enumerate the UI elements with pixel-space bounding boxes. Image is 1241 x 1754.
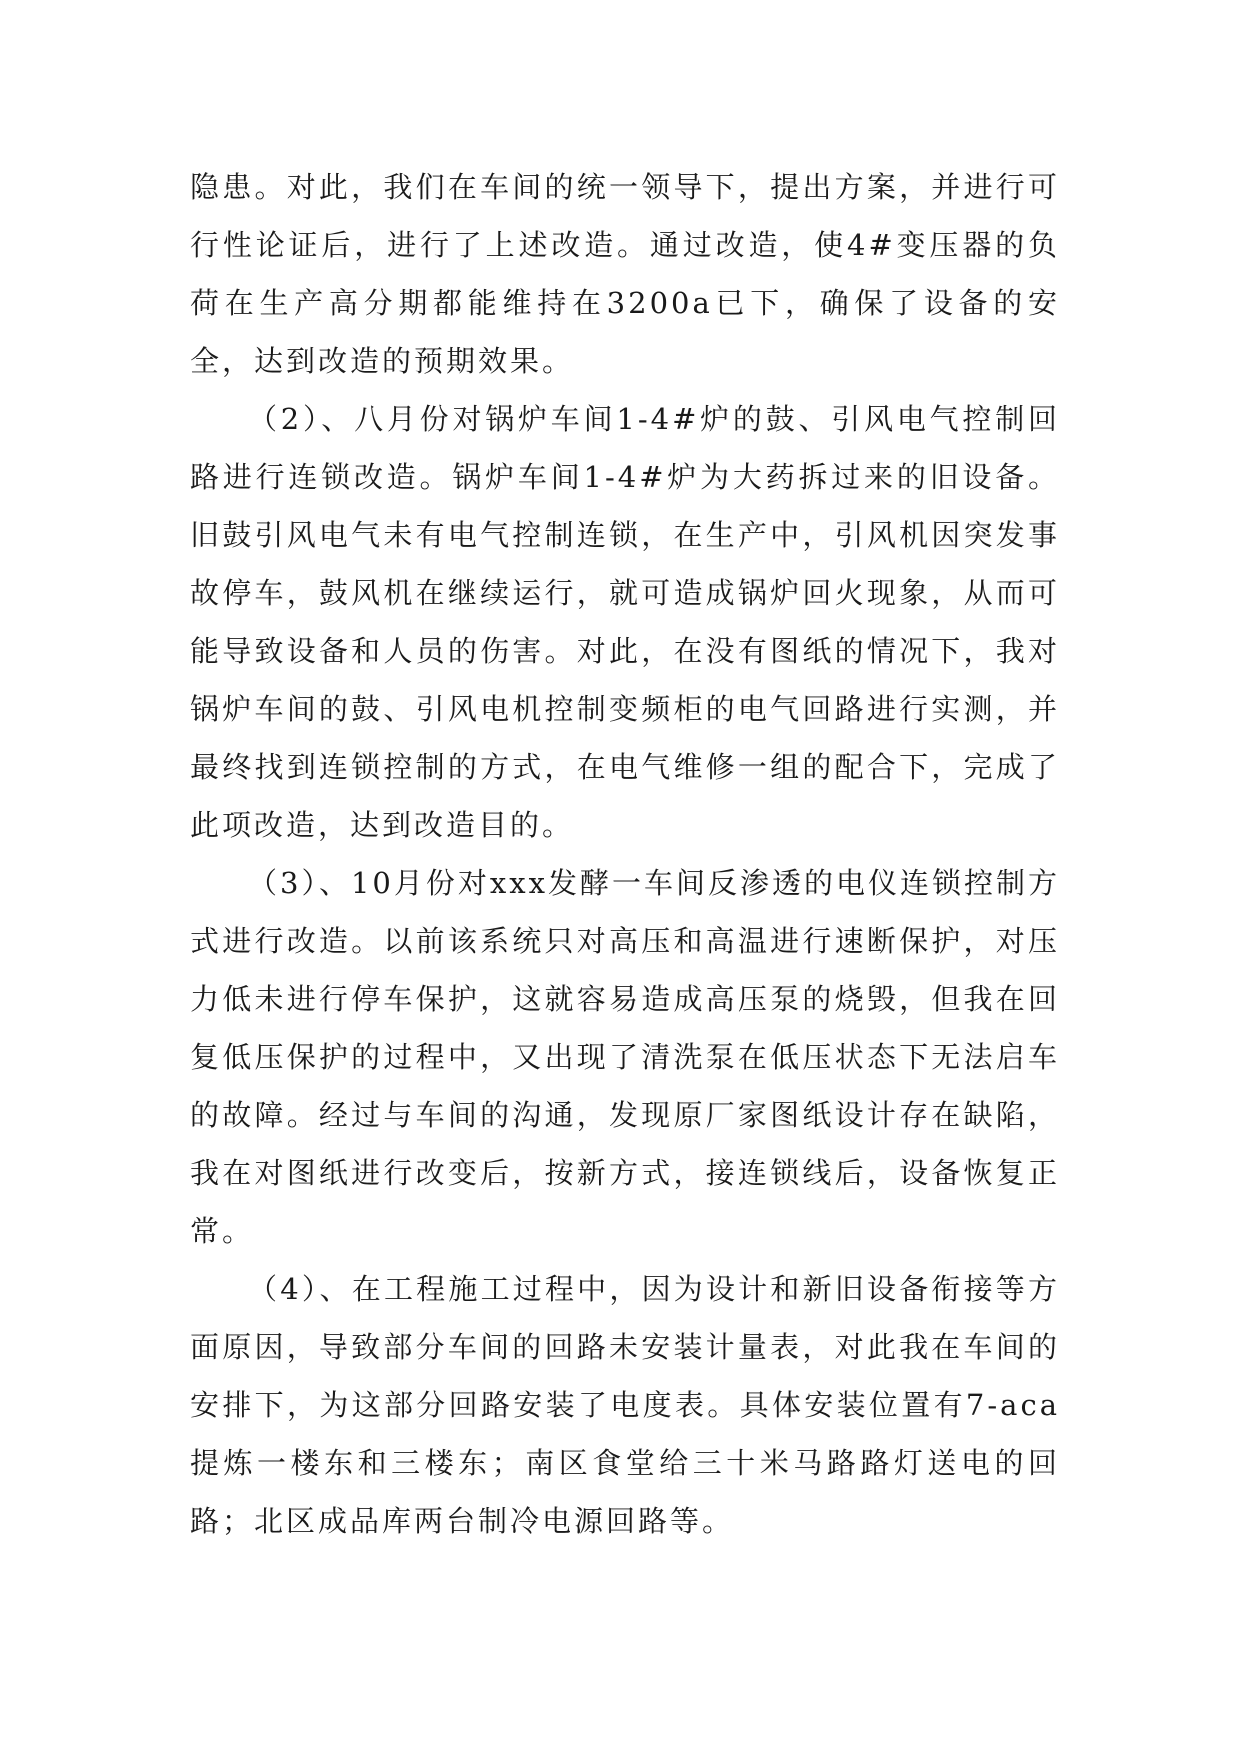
paragraph-3: （3）、10月份对xxx发酵一车间反渗透的电仪连锁控制方式进行改造。以前该系统只对高压和高温进行速断保护，对压力低未进行停车保护，这就容易造成高压泵的烧毁，但我在回复低压保护的过程中，又出现了清洗泵在低压状态下无法启车的故障。经过与车间的沟通，发现原厂家图纸设计存在缺陷，我在对图纸进行改变后，按新方式，接连锁线后，设备恢复正常。 — [190, 866, 1060, 1248]
paragraph-4: （4）、在工程施工过程中，因为设计和新旧设备衔接等方面原因，导致部分车间的回路未安装计量表，对此我在车间的安排下，为这部分回路安装了电度表。具体安装位置有7-aca提炼一楼东和三楼东；南区食堂给三十米马路路灯送电的回路；北区成品库两台制冷电源回路等。 — [190, 1272, 1060, 1538]
paragraph-2: （2）、八月份对锅炉车间1-4#炉的鼓、引风电气控制回路进行连锁改造。锅炉车间1-4#炉为大药拆过来的旧设备。旧鼓引风电气未有电气控制连锁，在生产中，引风机因突发事故停车，鼓风机在继续运行，就可造成锅炉回火现象，从而可能导致设备和人员的伤害。对此，在没有图纸的情况下，我对锅炉车间的鼓、引风电机控制变频柜的电气回路进行实测，并最终找到连锁控制的方式，在电气维修一组的配合下，完成了此项改造，达到改造目的。 — [190, 402, 1060, 842]
paragraph-1: 隐患。对此，我们在车间的统一领导下，提出方案，并进行可行性论证后，进行了上述改造。通过改造，使4#变压器的负荷在生产高分期都能维持在3200a已下，确保了设备的安全，达到改造的预期效果。 — [190, 170, 1060, 378]
document-body — [190, 158, 1060, 1550]
